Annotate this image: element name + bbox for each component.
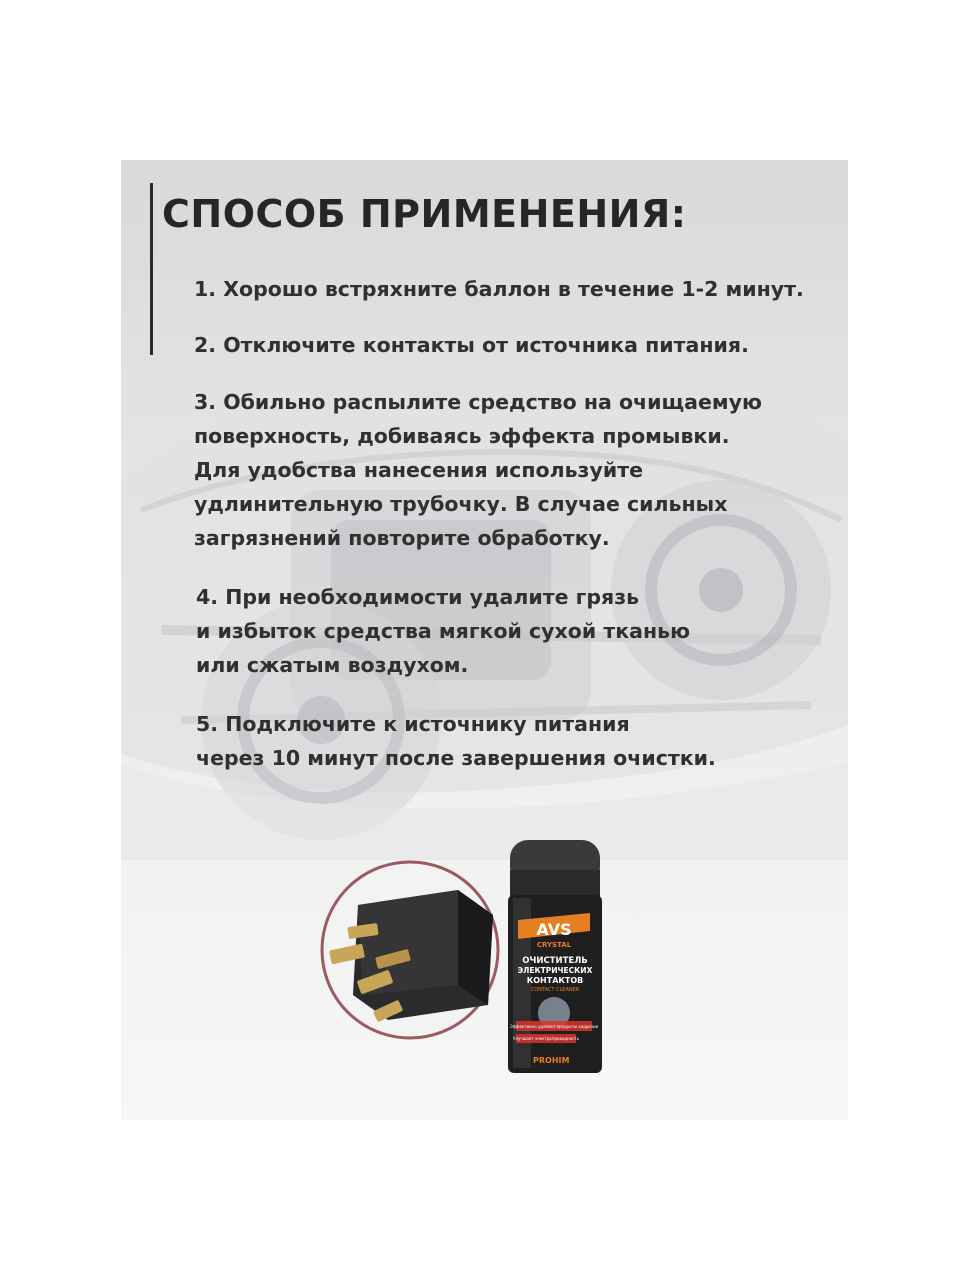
step-line: 2. Отключите контакты от источника питания. [194, 333, 749, 357]
can-badge: Улучшает электропроводность [513, 1036, 579, 1041]
aerosol-can-image [508, 840, 602, 1073]
step-line: удлинительную трубочку. В случае сильных [194, 492, 728, 516]
step-line: 4. При необходимости удалите грязь [196, 585, 640, 609]
relay-image [322, 862, 498, 1038]
step-3 [194, 385, 762, 555]
step-line: или сжатым воздухом. [196, 653, 469, 677]
step-line: через 10 минут после завершения очистки. [196, 746, 716, 770]
step-line: 3. Обильно распылите средство на очищаемую [194, 390, 762, 414]
can-name-line: ЭЛЕКТРИЧЕСКИХ [517, 966, 593, 975]
step-5 [196, 707, 716, 775]
step-line: загрязнений повторите обработку. [194, 526, 610, 550]
can-brand-sub: CRYSTAL [536, 941, 572, 949]
title-accent-bar [150, 183, 153, 355]
can-badge: Эффективно удаляет продукты коррозии [509, 1024, 599, 1029]
can-series: PROHIM [533, 1056, 570, 1065]
product-images [318, 835, 618, 1075]
step-1 [194, 272, 804, 306]
can-name-line: ОЧИСТИТЕЛЬ [522, 956, 588, 966]
can-subname: CONTACT CLEANER [530, 987, 580, 993]
step-line: Для удобства нанесения используйте [194, 458, 643, 482]
products-illustration [318, 835, 618, 1075]
step-4 [196, 580, 690, 682]
step-line: 5. Подключите к источнику питания [196, 712, 630, 736]
can-name-line: КОНТАКТОВ [526, 976, 584, 985]
step-2 [194, 328, 749, 362]
step-line: поверхность, добиваясь эффекта промывки. [194, 424, 730, 448]
page-title: СПОСОБ ПРИМЕНЕНИЯ: [162, 192, 687, 236]
step-line: 1. Хорошо встряхните баллон в течение 1-2 минут. [194, 277, 804, 301]
can-brand: AVS [536, 920, 572, 939]
step-line: и избыток средства мягкой сухой тканью [196, 619, 691, 643]
